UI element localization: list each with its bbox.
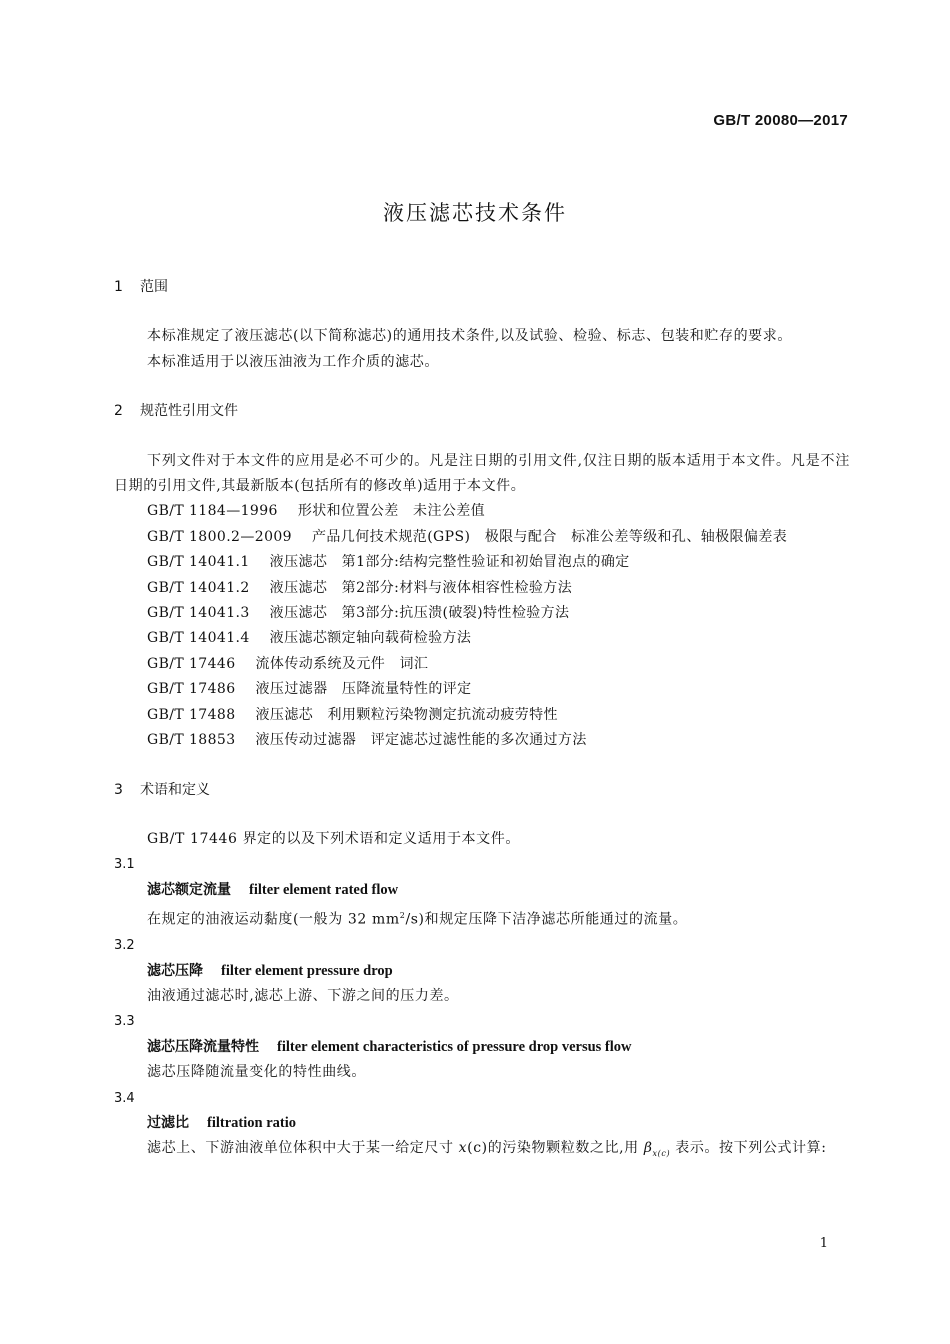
section-heading-terms (114, 778, 850, 803)
term-definition: 滤芯压降随流量变化的特性曲线。 (147, 1064, 366, 1081)
page-number: 1 (819, 1236, 828, 1251)
term-number: 3.1 (114, 857, 135, 873)
reference-code: GB/T 17486 (147, 681, 236, 698)
term-name-en: filter element rated flow (249, 881, 399, 898)
reference-item (114, 601, 850, 626)
reference-item (114, 499, 850, 524)
term-name (114, 1035, 850, 1060)
reference-item (114, 576, 850, 601)
definition-text: 滤芯上、下游油液单位体积中大于某一给定尺寸 (147, 1140, 459, 1157)
reference-title: 液压滤芯 第2部分:材料与液体相容性检验方法 (269, 579, 573, 596)
section-heading-normative-references (114, 399, 850, 424)
term-number: 3.2 (114, 938, 135, 954)
reference-item (114, 652, 850, 677)
reference-item (114, 525, 850, 550)
reference-code: GB/T 1184—1996 (147, 503, 278, 520)
reference-item (114, 728, 850, 753)
reference-code: GB/T 14041.4 (147, 630, 250, 647)
reference-item (114, 703, 850, 728)
term-name-zh: 滤芯压降流量特性 (147, 1038, 259, 1055)
reference-title: 液压滤芯额定轴向载荷检验方法 (269, 630, 472, 647)
section-number: 1 (114, 279, 123, 295)
reference-title: 液压传动过滤器 评定滤芯过滤性能的多次通过方法 (255, 732, 587, 749)
term-name (114, 878, 850, 903)
paragraph: GB/T 17446 界定的以及下列术语和定义适用于本文件。 (147, 830, 520, 847)
term-name-en: filtration ratio (207, 1115, 296, 1132)
reference-code: GB/T 14041.3 (147, 605, 250, 622)
reference-item (114, 550, 850, 575)
reference-code: GB/T 14041.2 (147, 579, 250, 596)
section-title: 术语和定义 (140, 781, 210, 798)
reference-title: 形状和位置公差 未注公差值 (297, 503, 486, 520)
term-name-en: filter element pressure drop (221, 962, 393, 979)
document-body (114, 275, 850, 1167)
term-definition (114, 1136, 850, 1166)
section-number: 2 (114, 403, 123, 420)
section-heading-scope (114, 275, 850, 300)
definition-text: 表示。按下列公式计算: (670, 1140, 827, 1157)
reference-code: GB/T 14041.1 (147, 554, 250, 571)
beta-symbol: β (643, 1140, 653, 1157)
paragraph: 本标准适用于以液压油液为工作介质的滤芯。 (147, 353, 439, 370)
definition-text: (c)的污染物颗粒数之比,用 (467, 1140, 644, 1157)
document-title: 液压滤芯技术条件 (383, 201, 567, 225)
reference-code: GB/T 1800.2—2009 (147, 528, 292, 545)
standard-number: GB/T 20080—2017 (713, 112, 848, 129)
reference-item (114, 677, 850, 702)
paragraph: 下列文件对于本文件的应用是必不可少的。凡是注日期的引用文件,仅注日期的版本适用于本文件。凡是不注日期的引用文件,其最新版本(包括所有的修改单)适用于本文件。 (114, 452, 850, 495)
reference-title: 流体传动系统及元件 词汇 (255, 655, 429, 672)
section-number: 3 (114, 781, 123, 798)
reference-code: GB/T 17446 (147, 655, 236, 672)
term-number: 3.4 (114, 1090, 135, 1106)
definition-text: 在规定的油液运动黏度(一般为 32 mm (147, 911, 400, 928)
term-number: 3.3 (114, 1014, 135, 1030)
superscript: 2 (399, 911, 406, 921)
section-title: 范围 (140, 279, 168, 295)
reference-code: GB/T 18853 (147, 732, 236, 749)
reference-title: 液压滤芯 第1部分:结构完整性验证和初始冒泡点的确定 (269, 554, 630, 571)
reference-title: 产品几何技术规范(GPS) 极限与配合 标准公差等级和孔、轴极限偏差表 (312, 528, 788, 545)
term-definition: 油液通过滤芯时,滤芯上游、下游之间的压力差。 (147, 988, 459, 1004)
term-name (114, 959, 850, 984)
math-variable: x (458, 1140, 468, 1157)
reference-item (114, 626, 850, 651)
term-definition (114, 903, 850, 933)
term-name-en: filter element characteristics of pressure drop versus flow (277, 1038, 632, 1055)
reference-code: GB/T 17488 (147, 706, 236, 723)
reference-title: 液压过滤器 压降流量特性的评定 (255, 681, 472, 698)
term-name-zh: 滤芯额定流量 (147, 881, 231, 898)
term-name-zh: 过滤比 (147, 1115, 189, 1132)
paragraph: 本标准规定了液压滤芯(以下简称滤芯)的通用技术条件,以及试验、检验、标志、包装和贮存的要求。 (147, 328, 792, 345)
section-title: 规范性引用文件 (140, 403, 238, 420)
reference-title: 液压滤芯 利用颗粒污染物测定抗流动疲劳特性 (255, 706, 558, 723)
term-name-zh: 滤芯压降 (147, 962, 203, 979)
definition-text: /s)和规定压降下洁净滤芯所能通过的流量。 (405, 911, 688, 928)
reference-title: 液压滤芯 第3部分:抗压溃(破裂)特性检验方法 (269, 605, 570, 622)
beta-subscript: x(c) (652, 1149, 671, 1159)
term-name (114, 1111, 850, 1136)
